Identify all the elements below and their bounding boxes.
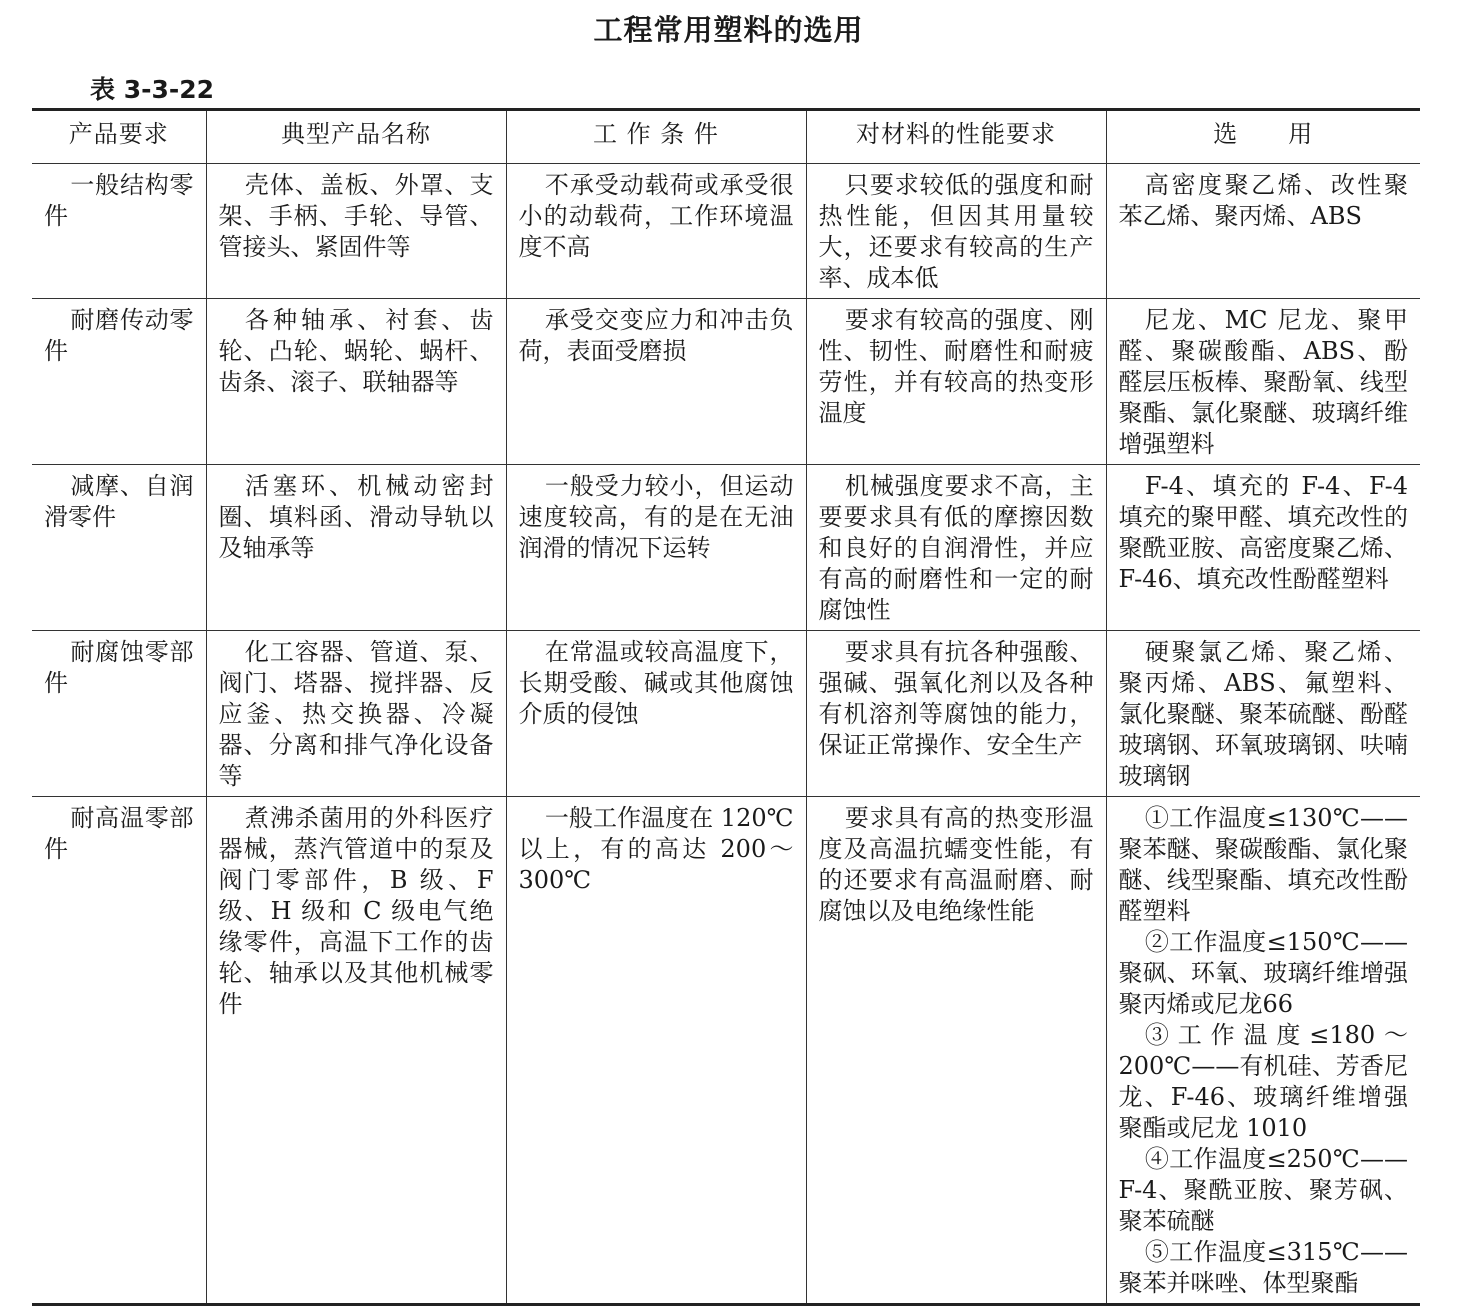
products-cell: 各种轴承、衬套、齿轮、凸轮、蜗轮、蜗杆、齿条、滚子、联轴器等 bbox=[206, 299, 506, 465]
table-row bbox=[32, 631, 1420, 797]
selection-temp-item-2: ②工作温度≤150℃——聚砜、环氧、玻璃纤维增强聚丙烯或尼龙66 bbox=[1118, 928, 1408, 1018]
requirement-cell: 减摩、自润滑零件 bbox=[32, 465, 206, 631]
selection-cell: 高密度聚乙烯、改性聚苯乙烯、聚丙烯、ABS bbox=[1106, 164, 1420, 299]
table-label: 表 3-3-22 bbox=[90, 75, 215, 104]
header-selection: 选 用 bbox=[1106, 110, 1420, 164]
conditions-cell: 承受交变应力和冲击负荷，表面受磨损 bbox=[506, 299, 806, 465]
products-cell: 煮沸杀菌用的外科医疗器械，蒸汽管道中的泵及阀门零部件，B 级、F 级、H 级和 C 级电气绝缘零件，高温下工作的齿轮、轴承以及其他机械零件 bbox=[206, 797, 506, 1305]
conditions-cell: 一般工作温度在 120℃ 以上，有的高达 200～300℃ bbox=[506, 797, 806, 1305]
requirement-cell: 一般结构零件 bbox=[32, 164, 206, 299]
selection-temp-item-1: ①工作温度≤130℃——聚苯醚、聚碳酸酯、氯化聚醚、线型聚酯、填充改性酚醛塑料 bbox=[1118, 804, 1408, 925]
selection-cell: F-4、填充的 F-4、F-4 填充的聚甲醛、填充改性的聚酰亚胺、高密度聚乙烯、F-46、填充改性酚醛塑料 bbox=[1106, 465, 1420, 631]
performance-cell: 要求有较高的强度、刚性、韧性、耐磨性和耐疲劳性，并有较高的热变形温度 bbox=[806, 299, 1106, 465]
page-title: 工程常用塑料的选用 bbox=[593, 13, 864, 47]
selection-temp-item-4: ④工作温度≤250℃——F-4、聚酰亚胺、聚芳砜、聚苯硫醚 bbox=[1118, 1145, 1408, 1235]
requirement-cell: 耐磨传动零件 bbox=[32, 299, 206, 465]
requirement-cell: 耐腐蚀零部件 bbox=[32, 631, 206, 797]
requirement-cell: 耐高温零部件 bbox=[32, 797, 206, 1305]
header-conditions: 工 作 条 件 bbox=[506, 110, 806, 164]
table-row bbox=[32, 164, 1420, 299]
header-products: 典型产品名称 bbox=[206, 110, 506, 164]
selection-cell: 尼龙、MC 尼龙、聚甲醛、聚碳酸酯、ABS、酚醛层压板棒、聚酚氧、线型聚酯、氯化聚醚、玻璃纤维增强塑料 bbox=[1106, 299, 1420, 465]
products-cell: 化工容器、管道、泵、阀门、塔器、搅拌器、反应釜、热交换器、冷凝器、分离和排气净化设备等 bbox=[206, 631, 506, 797]
header-requirement: 产品要求 bbox=[32, 110, 206, 164]
conditions-cell: 不承受动载荷或承受很小的动载荷，工作环境温度不高 bbox=[506, 164, 806, 299]
performance-cell: 机械强度要求不高，主要要求具有低的摩擦因数和良好的自润滑性，并应有高的耐磨性和一定的耐腐蚀性 bbox=[806, 465, 1106, 631]
table-row bbox=[32, 797, 1420, 1305]
performance-cell: 只要求较低的强度和耐热性能，但因其用量较大，还要求有较高的生产率、成本低 bbox=[806, 164, 1106, 299]
table-row bbox=[32, 465, 1420, 631]
selection-temp-item-5: ⑤工作温度≤315℃——聚苯并咪唑、体型聚酯 bbox=[1118, 1238, 1408, 1297]
header-row bbox=[32, 110, 1420, 164]
performance-cell: 要求具有高的热变形温度及高温抗蠕变性能，有的还要求有高温耐磨、耐腐蚀以及电绝缘性能 bbox=[806, 797, 1106, 1305]
selection-temp-item-3: ③工作温度≤180～200℃——有机硅、芳香尼龙、F-46、玻璃纤维增强聚酯或尼龙 1010 bbox=[1118, 1021, 1408, 1142]
selection-cell bbox=[1106, 797, 1420, 1305]
products-cell: 活塞环、机械动密封圈、填料函、滑动导轨以及轴承等 bbox=[206, 465, 506, 631]
plastics-selection-table bbox=[32, 108, 1420, 1306]
conditions-cell: 在常温或较高温度下，长期受酸、碱或其他腐蚀介质的侵蚀 bbox=[506, 631, 806, 797]
table-row bbox=[32, 299, 1420, 465]
selection-cell: 硬聚氯乙烯、聚乙烯、聚丙烯、ABS、氟塑料、氯化聚醚、聚苯硫醚、酚醛玻璃钢、环氧玻璃钢、呋喃玻璃钢 bbox=[1106, 631, 1420, 797]
performance-cell: 要求具有抗各种强酸、强碱、强氧化剂以及各种有机溶剂等腐蚀的能力，保证正常操作、安全生产 bbox=[806, 631, 1106, 797]
header-performance: 对材料的性能要求 bbox=[806, 110, 1106, 164]
products-cell: 壳体、盖板、外罩、支架、手柄、手轮、导管、管接头、紧固件等 bbox=[206, 164, 506, 299]
conditions-cell: 一般受力较小，但运动速度较高，有的是在无油润滑的情况下运转 bbox=[506, 465, 806, 631]
